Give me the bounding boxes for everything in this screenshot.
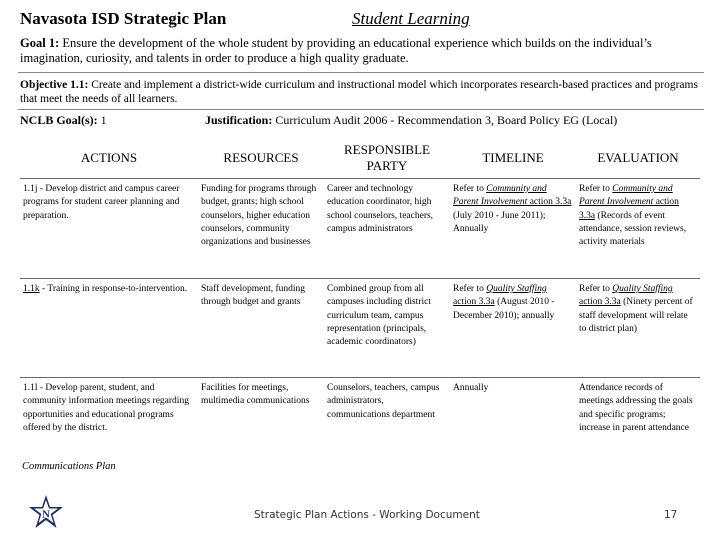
timeline-reference-link[interactable]: Quality Staffing (486, 284, 547, 294)
divider (18, 109, 704, 110)
timeline-detail: (August 2010 - December 2010); annually (453, 297, 555, 321)
evaluation-reference-link[interactable]: Community and Parent Involvement (579, 184, 673, 208)
goal-text: Ensure the development of the whole student by providing an educational experience which builds on the individual’s imagination, curiosity, and talents in order to produce a high quality graduate. (20, 36, 652, 65)
header-resources: RESOURCES (198, 138, 324, 179)
logo-letter: N (42, 508, 50, 521)
section-subtitle: Student Learning (352, 9, 470, 28)
page-title: Navasota ISD Strategic Plan (20, 9, 227, 28)
header-responsible-party: RESPONSIBLE PARTY (324, 138, 450, 179)
evaluation-cell: Attendance records of meetings addressing the goals and specific programs; increase in parent attendance (579, 383, 693, 433)
timeline-cell (450, 279, 576, 378)
header-timeline: TIMELINE (450, 138, 576, 179)
communications-plan-label: Communications Plan (22, 461, 116, 472)
resources-cell: Facilities for meetings, multimedia communications (201, 383, 310, 407)
goal-label: Goal 1: (20, 36, 60, 50)
nclb-value: 1 (97, 113, 107, 127)
page-number: 17 (664, 509, 678, 521)
timeline-action-number: action 3.3a (527, 197, 572, 208)
header-evaluation: EVALUATION (576, 138, 700, 179)
evaluation-reference-link[interactable]: Quality Staffing (612, 284, 673, 294)
nclb-label: NCLB Goal(s): (20, 113, 98, 127)
justification-label: Justification: (205, 113, 273, 127)
evaluation-prefix: Refer to (579, 284, 613, 294)
timeline-cell: Annually (453, 383, 489, 393)
justification (205, 113, 617, 128)
objective-statement (20, 78, 700, 106)
evaluation-action-number: action 3.3a (579, 297, 621, 308)
objective-label: Objective 1.1: (20, 79, 89, 91)
resources-cell: Staff development, funding through budget and grants (198, 279, 324, 378)
evaluation-cell (576, 279, 700, 378)
evaluation-action-number: action 3.3a (579, 197, 679, 221)
timeline-detail: (July 2010 - June 2011); Annually (453, 210, 546, 234)
footer-text: Strategic Plan Actions - Working Document (254, 509, 480, 521)
action-text: - Develop parent, student, and community information meetings regarding opportunities and educational programs offered by the district. (23, 383, 189, 433)
divider (18, 72, 704, 73)
evaluation-cell (576, 179, 700, 279)
action-cell (20, 378, 198, 451)
timeline-action-number: action 3.3a (453, 297, 495, 308)
resources-cell: Funding for programs through budget, grants; high school counselors, higher education counselors, community organizations and businesses (198, 179, 324, 279)
evaluation-detail: (Records of event attendance, session reviews, activity materials (579, 210, 687, 248)
action-id: 1.1k (23, 284, 40, 294)
action-id: 1.1l (23, 383, 38, 393)
justification-value: Curriculum Audit 2006 - Recommendation 3, Board Policy EG (Local) (272, 113, 618, 127)
action-id: 1.1j (23, 184, 38, 194)
timeline-prefix: Refer to (453, 284, 487, 294)
timeline-cell (450, 179, 576, 279)
goal-statement (20, 36, 700, 66)
table-row (20, 179, 700, 279)
star-logo-icon (28, 494, 64, 530)
party-cell: Career and technology education coordinator, high school counselors, teachers, campus administrators (324, 179, 450, 279)
action-cell (20, 179, 198, 279)
objective-text: Create and implement a district-wide curriculum and instructional model which incorporates research-based practices and programs that meet the needs of all learners. (20, 79, 698, 105)
action-text: - Develop district and campus career programs for student career planning and preparation. (23, 184, 180, 221)
action-cell (20, 279, 198, 378)
table-row (20, 378, 700, 451)
timeline-reference-link[interactable]: Community and Parent Involvement (453, 184, 547, 208)
timeline-prefix: Refer to (453, 184, 487, 194)
party-cell: Combined group from all campuses including district curriculum team, campus representation (principals, academic coordinators) (324, 279, 450, 378)
table-header-row (20, 138, 700, 179)
nclb-goals (20, 113, 107, 128)
header-actions: ACTIONS (20, 138, 198, 179)
action-text: - Training in response-to-intervention. (39, 284, 188, 294)
action-plan-table (20, 138, 700, 450)
party-cell: Counselors, teachers, campus administrators, communications department (327, 383, 440, 420)
evaluation-prefix: Refer to (579, 184, 613, 194)
evaluation-detail: (Ninety percent of staff development will relate to district plan) (579, 297, 693, 334)
table-row (20, 279, 700, 378)
